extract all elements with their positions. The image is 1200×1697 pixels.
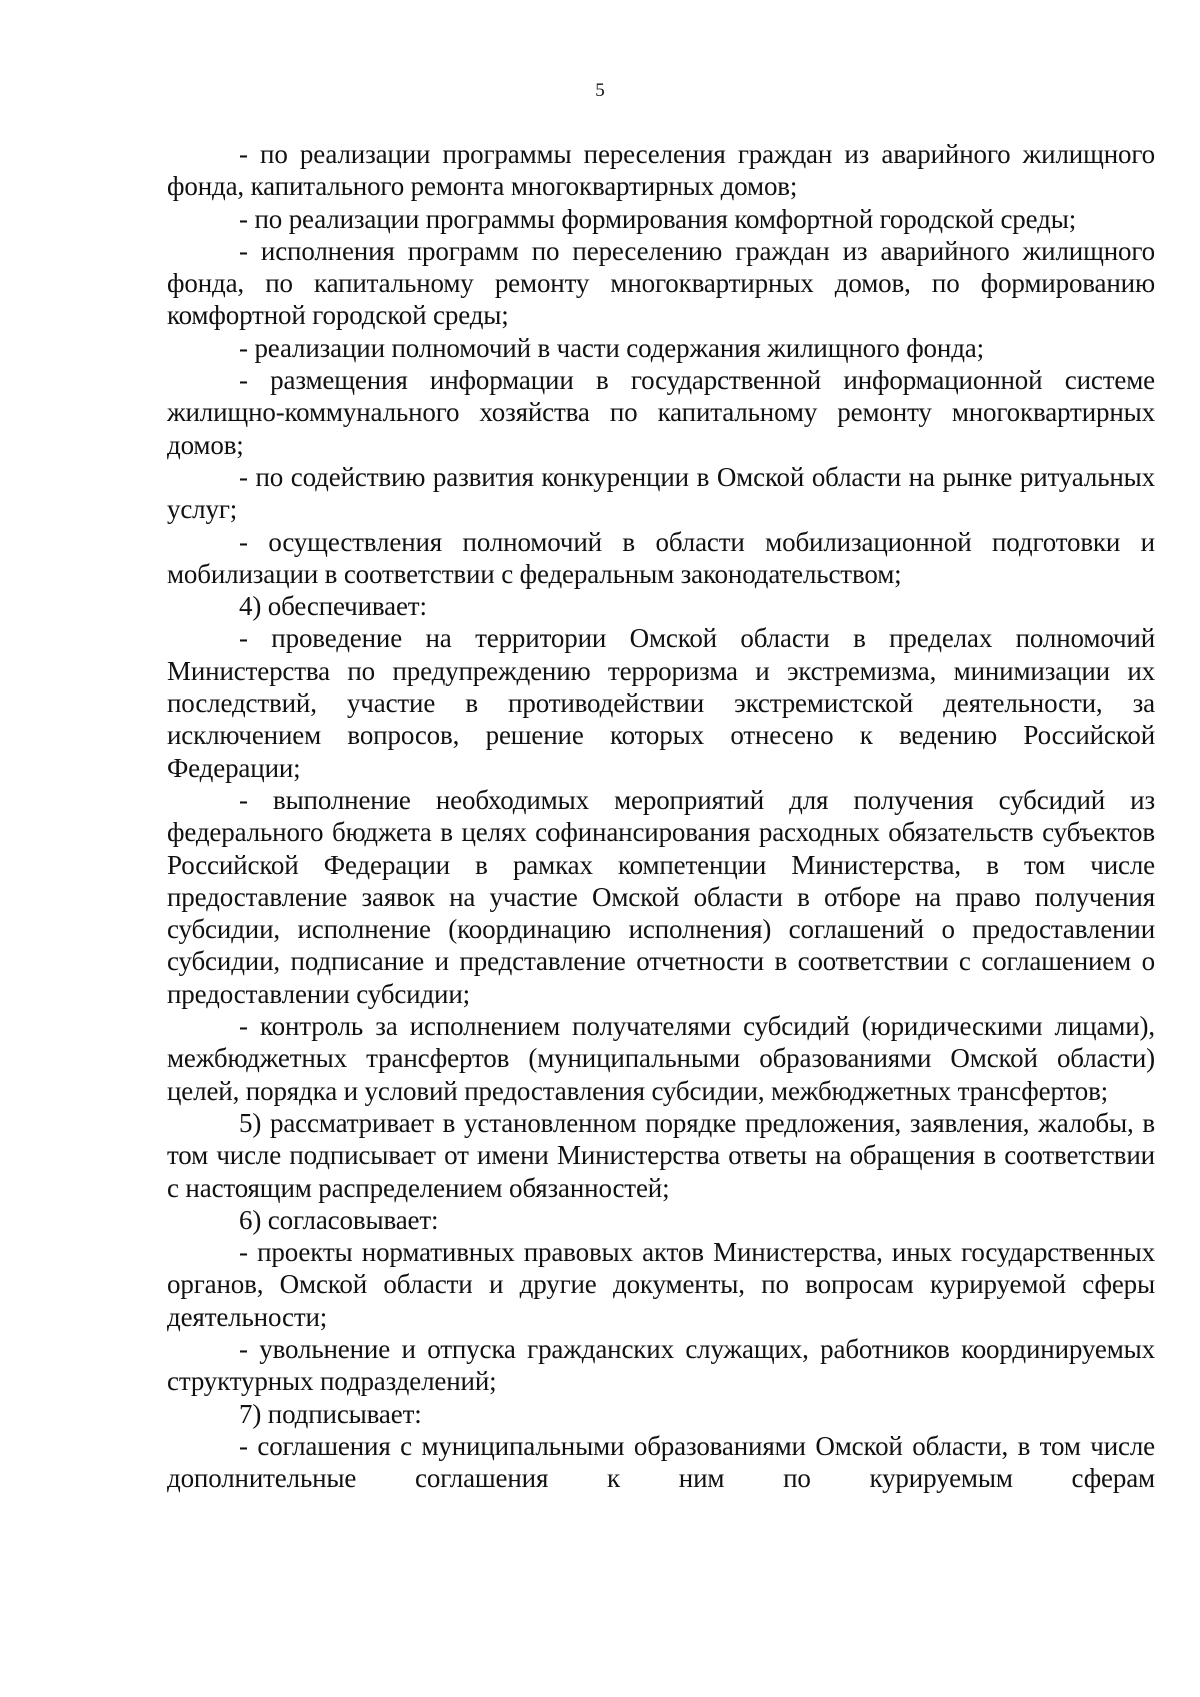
list-heading: 4) обеспечивает: [239, 591, 427, 622]
paragraph: 5) рассматривает в установленном порядке предложения, заявления, жалобы, в том числе подписывает от имени Министерства ответы на обращения в соответствии с настоящим распределением обязанностей; [167, 1107, 1155, 1203]
paragraph: - по содействию развития конкуренции в Омской области на рынке ритуальных услуг; [167, 461, 1155, 525]
document-body [167, 138, 1155, 1494]
paragraph: - размещения информации в государственной информационной системе жилищно-коммунального хозяйства по капитальному ремонту многоквартирных домов; [167, 365, 1155, 460]
paragraph: - выполнение необходимых мероприятий для получения субсидий из федерального бюджета в целях софинансирования расходных обязательств субъектов Российской Федерации в рамках компетенции Министерства, в том числе предоставление заявок на участие Омской области в отборе на право получения субсидии, исполнение (координацию исполнения) соглашений о предоставлении субсидии, подписание и представление отчетности в соответствии с соглашением о предоставлении субсидии; [167, 784, 1155, 1009]
paragraph: - соглашения с муниципальными образованиями Омской области, в том числе дополнительные соглашения к ним по курируемым сферам [167, 1430, 1155, 1494]
paragraph: - проекты нормативных правовых актов Министерства, иных государственных органов, Омской области и другие документы, по вопросам курируемой сферы деятельности; [167, 1237, 1155, 1332]
list-heading: 7) подписывает: [239, 1398, 422, 1429]
paragraph: - проведение на территории Омской области в пределах полномочий Министерства по предупреждению терроризма и экстремизма, минимизации их последствий, участие в противодействии экстремистской деятельности, за исключением вопросов, решение которых отнесено к ведению Российской Федерации; [167, 623, 1155, 783]
page-number: 5 [595, 80, 605, 101]
paragraph: - по реализации программы формирования комфортной городской среды; [239, 203, 1077, 234]
list-heading: 6) согласовывает: [239, 1204, 439, 1235]
paragraph: - осуществления полномочий в области мобилизационной подготовки и мобилизации в соответствии с федеральным законодательством; [167, 526, 1155, 589]
paragraph: - исполнения программ по переселению граждан из аварийного жилищного фонда, по капитальному ремонту многоквартирных домов, по формированию комфортной городской среды; [167, 235, 1155, 331]
paragraph: - контроль за исполнением получателями субсидий (юридическими лицами), межбюджетных трансфертов (муниципальными образованиями Омской области) целей, порядка и условий предоставления субсидии, межбюджетных трансфертов; [167, 1011, 1155, 1106]
paragraph: - реализации полномочий в части содержания жилищного фонда; [239, 332, 984, 363]
paragraph: - по реализации программы переселения граждан из аварийного жилищного фонда, капитального ремонта многоквартирных домов; [167, 139, 1155, 202]
paragraph: - увольнение и отпуска гражданских служащих, работников координируемых структурных подразделений; [167, 1333, 1155, 1397]
